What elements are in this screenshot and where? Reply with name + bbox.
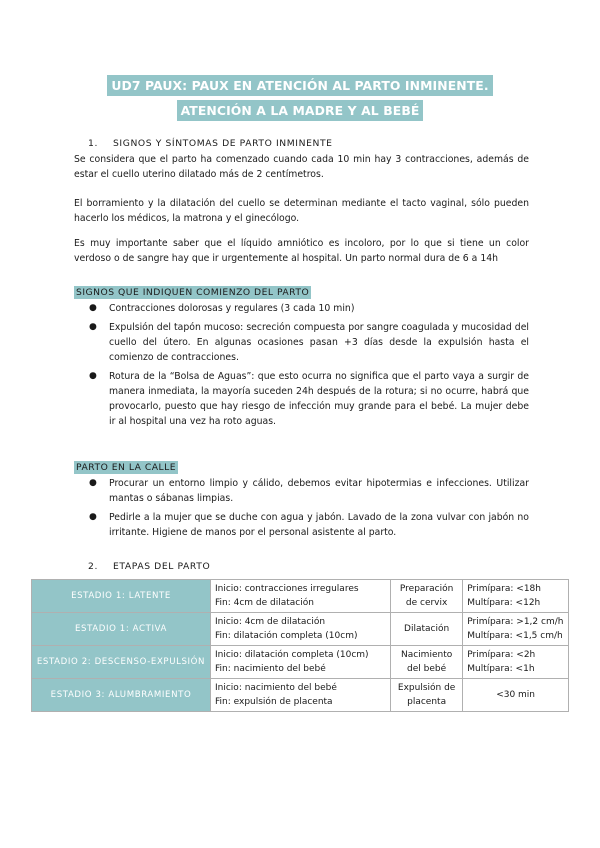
desc-cell: Inicio: contracciones irregulares Fin: 4cm de dilatación bbox=[211, 580, 391, 613]
desc-cell: Inicio: 4cm de dilatación Fin: dilatación completa (10cm) bbox=[211, 613, 391, 646]
process-cell: Preparación de cervix bbox=[391, 580, 463, 613]
stage-cell: ESTADIO 1: ACTIVA bbox=[32, 613, 211, 646]
section-2-heading bbox=[88, 561, 210, 572]
stage-cell: ESTADIO 3: ALUMBRAMIENTO bbox=[32, 679, 211, 712]
title-line-2: ATENCIÓN A LA MADRE Y AL BEBÉ bbox=[177, 100, 424, 121]
section-2-title: ETAPAS DEL PARTO bbox=[113, 561, 211, 572]
table-row bbox=[32, 679, 569, 712]
table-row bbox=[32, 646, 569, 679]
calle-heading: PARTO EN LA CALLE bbox=[76, 462, 177, 473]
times-cell: Primípara: <18h Multípara: <12h bbox=[463, 580, 569, 613]
section-2-number: 2. bbox=[88, 561, 98, 572]
bullet-icon: ● bbox=[89, 512, 97, 522]
times-cell: Primípara: <2h Multípara: <1h bbox=[463, 646, 569, 679]
list-item: ● Procurar un entorno limpio y cálido, debemos evitar hipotermias e infecciones. Utilizar mantas o sábanas limpias. bbox=[89, 478, 529, 504]
signos-heading: SIGNOS QUE INDIQUEN COMIENZO DEL PARTO bbox=[76, 287, 310, 298]
stage-cell: ESTADIO 1: LATENTE bbox=[32, 580, 211, 613]
section-1-number: 1. bbox=[88, 138, 98, 149]
document-title bbox=[0, 75, 600, 121]
stage-cell: ESTADIO 2: DESCENSO-EXPULSIÓN bbox=[32, 646, 211, 679]
process-cell: Dilatación bbox=[391, 613, 463, 646]
times-cell: Primípara: >1,2 cm/h Multípara: <1,5 cm/h bbox=[463, 613, 569, 646]
paragraph-1: Se considera que el parto ha comenzado cuando cada 10 min hay 3 contracciones, además de estar el cuello uterino dilatado más de 2 centímetros. bbox=[74, 154, 529, 180]
times-cell: <30 min bbox=[463, 679, 569, 712]
bullet-icon: ● bbox=[89, 322, 97, 332]
table-row bbox=[32, 580, 569, 613]
stages-table bbox=[31, 579, 569, 712]
desc-cell: Inicio: nacimiento del bebé Fin: expulsión de placenta bbox=[211, 679, 391, 712]
list-item: ● Expulsión del tapón mucoso: secreción compuesta por sangre coagulada y mucosidad del cuello del útero. En algunas ocasiones pasan +3 días desde la expulsión hasta el comienzo de contracciones. bbox=[89, 322, 529, 363]
section-1-title: SIGNOS Y SÍNTOMAS DE PARTO INMINENTE bbox=[113, 138, 333, 149]
process-cell: Expulsión de placenta bbox=[391, 679, 463, 712]
bullet-icon: ● bbox=[89, 303, 97, 313]
title-line-1: UD7 PAUX: PAUX EN ATENCIÓN AL PARTO INMINENTE. bbox=[107, 75, 492, 96]
bullet-icon: ● bbox=[89, 478, 97, 488]
calle-list bbox=[74, 476, 529, 544]
list-item: ● Contracciones dolorosas y regulares (3 cada 10 min) bbox=[89, 303, 355, 314]
desc-cell: Inicio: dilatación completa (10cm) Fin: nacimiento del bebé bbox=[211, 646, 391, 679]
bullet-icon: ● bbox=[89, 371, 97, 381]
table-row bbox=[32, 613, 569, 646]
paragraph-3: Es muy importante saber que el líquido amniótico es incoloro, por lo que si tiene un color verdoso o de sangre hay que ir urgentemente al hospital. Un parto normal dura de 6 a 14h bbox=[74, 238, 529, 264]
signos-list bbox=[74, 301, 529, 433]
list-item: ● Pedirle a la mujer que se duche con agua y jabón. Lavado de la zona vulvar con jabón no irritante. Higiene de manos por el personal asistente al parto. bbox=[89, 512, 529, 538]
section-1-heading bbox=[88, 138, 333, 149]
paragraph-2: El borramiento y la dilatación del cuello se determinan mediante el tacto vaginal, sólo pueden hacerlo los médicos, la matrona y el ginecólogo. bbox=[74, 198, 529, 224]
process-cell: Nacimiento del bebé bbox=[391, 646, 463, 679]
list-item: ● Rotura de la “Bolsa de Aguas”: que esto ocurra no significa que el parto vaya a surgir de manera inmediata, la mayoría suceden 24h después de la rotura; si no ocurre, habrá que provocarlo, puesto que hay riesgo de infección muy grande para el bebé. La mujer debe ir al hospital una vez ha roto aguas. bbox=[89, 371, 529, 427]
